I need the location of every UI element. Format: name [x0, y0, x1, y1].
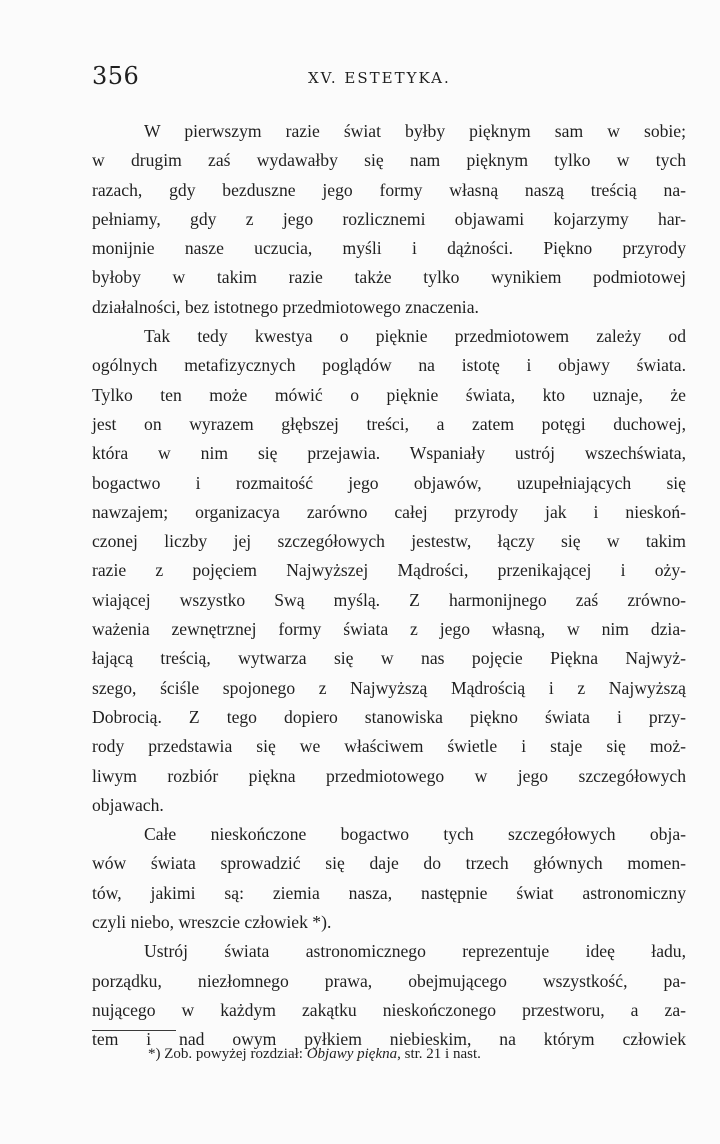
text-line: ogólnych metafizycznych poglądów na istotę i objawy świata.: [92, 355, 686, 376]
footnote: [148, 1046, 481, 1063]
text-line: rody przedstawia się we właściwem świetle i staje się moż-: [92, 736, 686, 757]
text-line: szego, ściśle spojonego z Najwyższą Mądrością i z Najwyższą: [92, 677, 686, 698]
text-line: tów, jakimi są: ziemia nasza, następnie świat astronomiczny: [92, 882, 686, 903]
text-line: razach, gdy bezduszne jego formy własną naszą treścią na-: [92, 179, 686, 200]
footnote-title: Objawy piękna: [306, 1046, 398, 1062]
footnote-marker: *): [148, 1046, 161, 1062]
text-line: wiającej wszystko Swą myślą. Z harmonijnego zaś zrówno-: [92, 589, 686, 610]
text-line: byłoby w takim razie także tylko wynikiem podmiotowej: [92, 267, 686, 288]
text-line: jest on wyrazem głębszej treści, a zatem potęgi duchowej,: [92, 413, 686, 434]
text-line: pełniamy, gdy z jego rozlicznemi objawami kojarzymy har-: [92, 208, 686, 229]
text-line: Ustrój świata astronomicznego reprezentuje ideę ładu,: [144, 941, 686, 962]
running-title: XV. ESTETYKA.: [308, 69, 451, 87]
text-line: monijnie nasze uczucia, myśli i dążności. Piękno przyrody: [92, 238, 686, 259]
page-number: 356: [92, 62, 140, 90]
text-line: bogactwo i rozmaitość jego objawów, uzupełniających się: [92, 472, 686, 493]
text-line: czonej liczby jej szczegółowych jestestw, łączy się w takim: [92, 531, 686, 552]
text-line: czyli niebo, wreszcie człowiek *).: [92, 912, 332, 933]
text-line: Całe nieskończone bogactwo tych szczegółowych obja-: [144, 824, 686, 845]
text-line: W pierwszym razie świat byłby pięknym sam w sobie;: [144, 121, 686, 141]
text-line: Tak tedy kwestya o pięknie przedmiotowem zależy od: [144, 326, 686, 347]
text-line: objawach.: [92, 794, 164, 815]
text-line: ważenia zewnętrznej formy świata z jego własną, w nim dzia-: [92, 619, 686, 640]
text-line: razie z pojęciem Najwyższej Mądrości, przenikającej i oży-: [92, 560, 686, 581]
text-line: Tylko ten może mówić o pięknie świata, kto uznaje, że: [92, 384, 686, 405]
text-line: Dobrocią. Z tego dopiero stanowiska piękno świata i przy-: [92, 706, 686, 727]
footnote-rule: [92, 1030, 176, 1031]
footnote-lead: Zob. powyżej rozdział:: [164, 1046, 303, 1062]
footnote-tail: , str. 21 i nast.: [397, 1046, 481, 1062]
text-line: działalności, bez istotnego przedmiotowego znaczenia.: [92, 296, 479, 317]
text-line: która w nim się przejawia. Wspaniały ustrój wszechświata,: [92, 443, 686, 464]
text-line: w drugim zaś wydawałby się nam pięknym tylko w tych: [92, 150, 686, 171]
text-line: nującego w każdym zakątku nieskończonego przestworu, a za-: [92, 999, 686, 1020]
text-line: nawzajem; organizacya zarówno całej przyrody jak i nieskoń-: [92, 501, 686, 522]
text-line: łającą treścią, wytwarza się w nas pojęcie Piękna Najwyż-: [92, 648, 686, 669]
text-line: tem i nad owym pyłkiem niebieskim, na którym człowiek: [92, 1029, 686, 1050]
text-line: porządku, niezłomnego prawa, obejmującego wszystkość, pa-: [92, 970, 686, 991]
text-line: liwym rozbiór piękna przedmiotowego w jego szczegółowych: [92, 765, 686, 786]
body-text: [92, 117, 686, 1055]
running-head: [92, 62, 686, 96]
text-line: wów świata sprowadzić się daje do trzech głównych momen-: [92, 853, 686, 874]
